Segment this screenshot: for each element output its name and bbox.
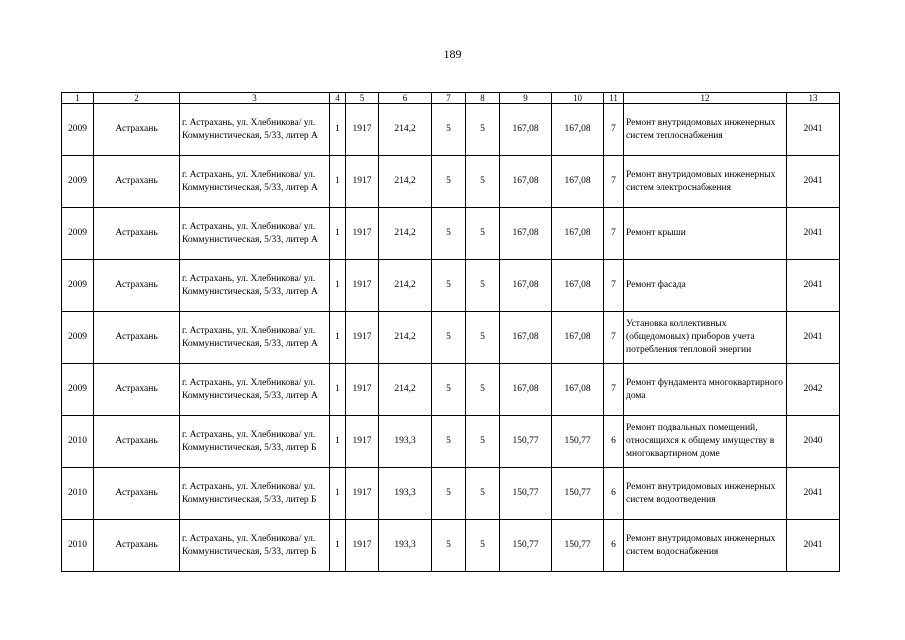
cell-col5: 1917 — [346, 520, 379, 572]
column-header: 3 — [180, 93, 330, 104]
address-cell: г. Астрахань, ул. Хлебникова/ ул. Коммунистическая, 5/33, литер А — [180, 156, 330, 208]
cell-col6: 193,3 — [379, 520, 432, 572]
cell-col5: 1917 — [346, 156, 379, 208]
cell-col6: 214,2 — [379, 260, 432, 312]
cell-col13: 2041 — [787, 312, 840, 364]
cell-col5: 1917 — [346, 104, 379, 156]
city-cell: Астрахань — [94, 520, 180, 572]
table-row — [62, 104, 840, 156]
cell-col9: 167,08 — [500, 156, 552, 208]
cell-col7: 5 — [432, 364, 466, 416]
work-type-cell: Ремонт внутридомовых инженерных систем теплоснабжения — [624, 104, 787, 156]
address-cell: г. Астрахань, ул. Хлебникова/ ул. Коммунистическая, 5/33, литер А — [180, 104, 330, 156]
address-cell: г. Астрахань, ул. Хлебникова/ ул. Коммунистическая, 5/33, литер А — [180, 312, 330, 364]
address-cell: г. Астрахань, ул. Хлебникова/ ул. Коммунистическая, 5/33, литер А — [180, 208, 330, 260]
city-cell: Астрахань — [94, 364, 180, 416]
cell-col6: 193,3 — [379, 468, 432, 520]
cell-col10: 167,08 — [552, 312, 604, 364]
address-cell: г. Астрахань, ул. Хлебникова/ ул. Коммунистическая, 5/33, литер Б — [180, 416, 330, 468]
table-row — [62, 416, 840, 468]
registry-table — [61, 92, 840, 572]
cell-col4: 1 — [330, 104, 346, 156]
cell-col11: 7 — [604, 104, 624, 156]
work-type-cell: Ремонт крыши — [624, 208, 787, 260]
year-cell: 2009 — [62, 312, 94, 364]
cell-col9: 150,77 — [500, 416, 552, 468]
cell-col7: 5 — [432, 156, 466, 208]
cell-col11: 6 — [604, 520, 624, 572]
city-cell: Астрахань — [94, 416, 180, 468]
year-cell: 2009 — [62, 260, 94, 312]
cell-col9: 167,08 — [500, 312, 552, 364]
cell-col13: 2041 — [787, 260, 840, 312]
cell-col10: 150,77 — [552, 416, 604, 468]
cell-col4: 1 — [330, 520, 346, 572]
cell-col10: 167,08 — [552, 156, 604, 208]
table-row — [62, 260, 840, 312]
cell-col8: 5 — [466, 260, 500, 312]
cell-col6: 214,2 — [379, 156, 432, 208]
cell-col8: 5 — [466, 468, 500, 520]
year-cell: 2009 — [62, 364, 94, 416]
address-cell: г. Астрахань, ул. Хлебникова/ ул. Коммунистическая, 5/33, литер Б — [180, 520, 330, 572]
cell-col7: 5 — [432, 104, 466, 156]
column-header: 1 — [62, 93, 94, 104]
city-cell: Астрахань — [94, 156, 180, 208]
cell-col10: 167,08 — [552, 208, 604, 260]
cell-col11: 6 — [604, 416, 624, 468]
cell-col4: 1 — [330, 416, 346, 468]
year-cell: 2010 — [62, 520, 94, 572]
cell-col9: 167,08 — [500, 260, 552, 312]
cell-col7: 5 — [432, 468, 466, 520]
cell-col9: 167,08 — [500, 364, 552, 416]
city-cell: Астрахань — [94, 260, 180, 312]
cell-col8: 5 — [466, 416, 500, 468]
cell-col5: 1917 — [346, 208, 379, 260]
column-header: 7 — [432, 93, 466, 104]
cell-col11: 7 — [604, 364, 624, 416]
cell-col10: 150,77 — [552, 468, 604, 520]
column-header: 5 — [346, 93, 379, 104]
cell-col9: 150,77 — [500, 520, 552, 572]
cell-col9: 167,08 — [500, 104, 552, 156]
cell-col8: 5 — [466, 520, 500, 572]
work-type-cell: Установка коллективных (общедомовых) приборов учета потребления тепловой энергии — [624, 312, 787, 364]
table-row — [62, 364, 840, 416]
year-cell: 2009 — [62, 156, 94, 208]
cell-col8: 5 — [466, 208, 500, 260]
cell-col4: 1 — [330, 468, 346, 520]
column-header: 9 — [500, 93, 552, 104]
cell-col4: 1 — [330, 208, 346, 260]
column-header: 11 — [604, 93, 624, 104]
year-cell: 2010 — [62, 468, 94, 520]
cell-col7: 5 — [432, 312, 466, 364]
column-header: 13 — [787, 93, 840, 104]
cell-col5: 1917 — [346, 364, 379, 416]
page-number: 189 — [443, 47, 462, 61]
column-number-row — [62, 93, 840, 104]
cell-col13: 2041 — [787, 468, 840, 520]
address-cell: г. Астрахань, ул. Хлебникова/ ул. Коммунистическая, 5/33, литер А — [180, 364, 330, 416]
column-header: 12 — [624, 93, 787, 104]
cell-col7: 5 — [432, 416, 466, 468]
cell-col13: 2042 — [787, 364, 840, 416]
city-cell: Астрахань — [94, 208, 180, 260]
work-type-cell: Ремонт внутридомовых инженерных систем электроснабжения — [624, 156, 787, 208]
cell-col10: 150,77 — [552, 520, 604, 572]
cell-col13: 2041 — [787, 104, 840, 156]
cell-col13: 2040 — [787, 416, 840, 468]
cell-col8: 5 — [466, 364, 500, 416]
address-cell: г. Астрахань, ул. Хлебникова/ ул. Коммунистическая, 5/33, литер Б — [180, 468, 330, 520]
cell-col10: 167,08 — [552, 364, 604, 416]
cell-col13: 2041 — [787, 208, 840, 260]
work-type-cell: Ремонт внутридомовых инженерных систем водоотведения — [624, 468, 787, 520]
column-header: 8 — [466, 93, 500, 104]
address-cell: г. Астрахань, ул. Хлебникова/ ул. Коммунистическая, 5/33, литер А — [180, 260, 330, 312]
cell-col4: 1 — [330, 260, 346, 312]
cell-col6: 214,2 — [379, 208, 432, 260]
table-body — [62, 104, 840, 572]
cell-col11: 7 — [604, 156, 624, 208]
cell-col8: 5 — [466, 104, 500, 156]
work-type-cell: Ремонт фасада — [624, 260, 787, 312]
cell-col10: 167,08 — [552, 260, 604, 312]
work-type-cell: Ремонт внутридомовых инженерных систем водоснабжения — [624, 520, 787, 572]
year-cell: 2010 — [62, 416, 94, 468]
table-row — [62, 208, 840, 260]
cell-col11: 7 — [604, 260, 624, 312]
cell-col6: 214,2 — [379, 104, 432, 156]
cell-col6: 214,2 — [379, 364, 432, 416]
cell-col7: 5 — [432, 520, 466, 572]
cell-col6: 193,3 — [379, 416, 432, 468]
column-header: 6 — [379, 93, 432, 104]
city-cell: Астрахань — [94, 468, 180, 520]
year-cell: 2009 — [62, 208, 94, 260]
city-cell: Астрахань — [94, 312, 180, 364]
cell-col5: 1917 — [346, 468, 379, 520]
work-type-cell: Ремонт фундамента многоквартирного дома — [624, 364, 787, 416]
table-row — [62, 312, 840, 364]
cell-col4: 1 — [330, 312, 346, 364]
cell-col13: 2041 — [787, 520, 840, 572]
table-row — [62, 468, 840, 520]
cell-col11: 7 — [604, 312, 624, 364]
cell-col8: 5 — [466, 156, 500, 208]
column-header: 4 — [330, 93, 346, 104]
cell-col8: 5 — [466, 312, 500, 364]
table-row — [62, 156, 840, 208]
cell-col13: 2041 — [787, 156, 840, 208]
city-cell: Астрахань — [94, 104, 180, 156]
cell-col9: 167,08 — [500, 208, 552, 260]
table-row — [62, 520, 840, 572]
cell-col11: 6 — [604, 468, 624, 520]
cell-col11: 7 — [604, 208, 624, 260]
cell-col4: 1 — [330, 156, 346, 208]
cell-col5: 1917 — [346, 260, 379, 312]
work-type-cell: Ремонт подвальных помещений, относящихся к общему имуществу в многоквартирном доме — [624, 416, 787, 468]
column-header: 2 — [94, 93, 180, 104]
cell-col4: 1 — [330, 364, 346, 416]
cell-col10: 167,08 — [552, 104, 604, 156]
cell-col5: 1917 — [346, 416, 379, 468]
cell-col6: 214,2 — [379, 312, 432, 364]
cell-col7: 5 — [432, 260, 466, 312]
column-header: 10 — [552, 93, 604, 104]
year-cell: 2009 — [62, 104, 94, 156]
cell-col9: 150,77 — [500, 468, 552, 520]
cell-col7: 5 — [432, 208, 466, 260]
cell-col5: 1917 — [346, 312, 379, 364]
